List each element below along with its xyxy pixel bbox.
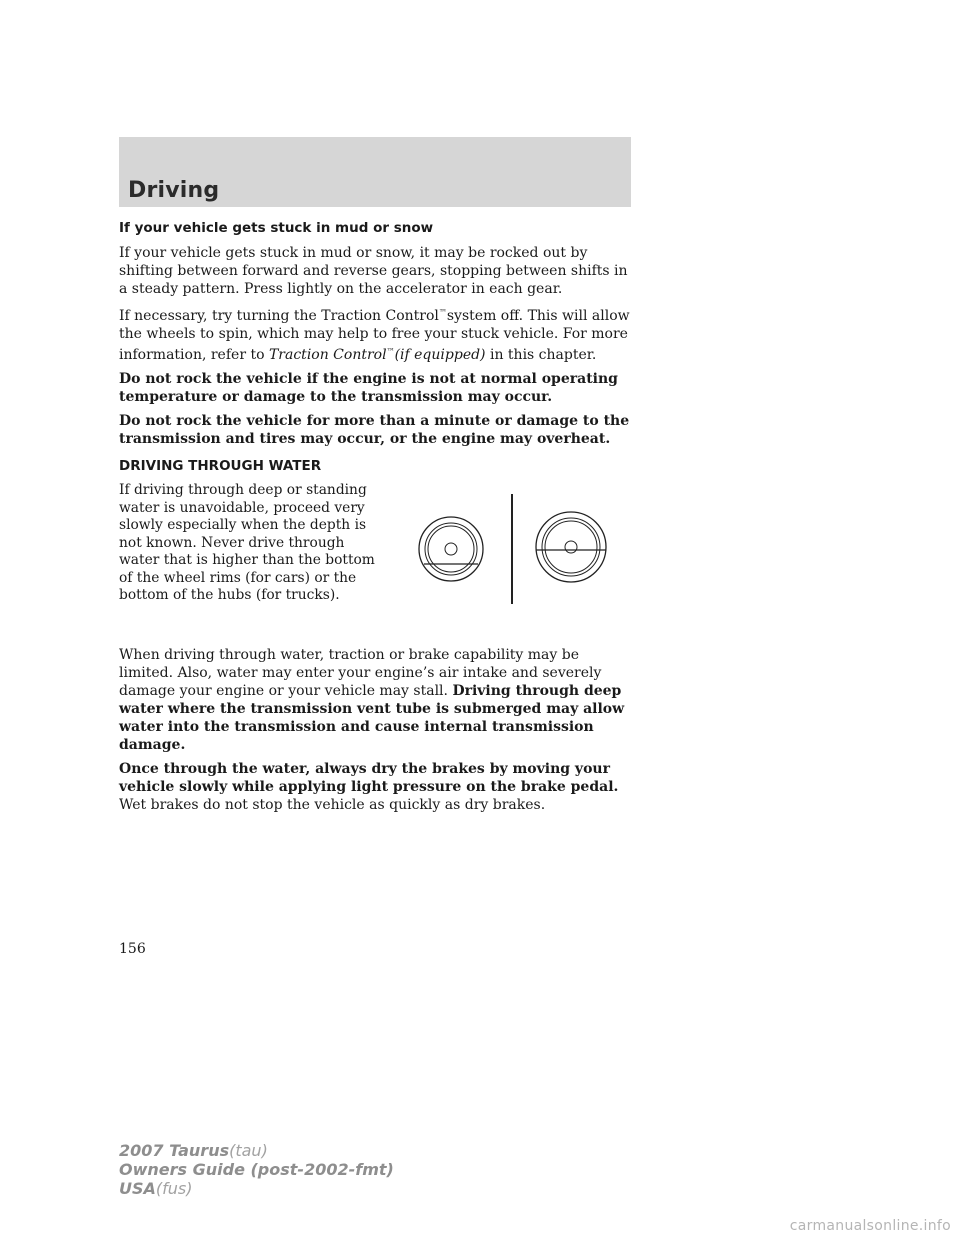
traction-control-reference: Traction Control xyxy=(268,347,387,363)
wet-brakes-note: Wet brakes do not stop the vehicle as quickly as dry brakes. xyxy=(119,797,546,813)
p2-text-a: If necessary, try turning the Traction Control xyxy=(119,308,439,324)
p2-text-b: system off. This will allow the wheels to spin, which may help to free your stuck vehicle. For more information, refer to xyxy=(119,308,630,363)
page-content xyxy=(119,219,635,814)
footer-model-code: (tau) xyxy=(229,1141,268,1160)
stuck-section-heading: If your vehicle gets stuck in mud or snow xyxy=(119,220,434,236)
trademark-mark: ™ xyxy=(438,308,447,317)
p2-text-c: in this chapter. xyxy=(485,347,597,363)
stuck-paragraph-2 xyxy=(119,304,635,364)
chapter-title: Driving xyxy=(128,178,220,203)
trademark-mark-ref: ™ xyxy=(386,347,395,356)
water-depth-illustration xyxy=(411,494,613,606)
stuck-paragraph-1: If your vehicle gets stuck in mud or snow, it may be rocked out by shifting between forward and reverse gears, stopping between shifts in a steady pattern. Press lightly on the accelerator in each gear. xyxy=(119,245,628,297)
footer-line-1 xyxy=(119,1141,394,1160)
if-equipped-reference: (if equipped) xyxy=(394,347,486,363)
footer-line-3 xyxy=(119,1179,394,1198)
footer-market-code: (fus) xyxy=(155,1179,193,1198)
car-wheel-icon xyxy=(419,517,483,581)
page-number: 156 xyxy=(119,941,146,957)
p-water-text: When driving through water, traction or brake capability may be limited. Also, water may enter your engine’s air intake and severely damage your engine or your vehicle may stall. xyxy=(119,647,602,699)
warning-rock-duration: Do not rock the vehicle for more than a minute or damage to the transmission and tires may occur, or the engine may overheat. xyxy=(119,413,630,447)
chapter-header-band xyxy=(119,137,631,207)
footer-line-2: Owners Guide (post-2002-fmt) xyxy=(119,1160,394,1179)
warning-rock-temperature: Do not rock the vehicle if the engine is not at normal operating temperature or damage to the transmission may occur. xyxy=(119,371,618,405)
footer-market: USA xyxy=(119,1179,156,1198)
footer-model: 2007 Taurus xyxy=(119,1141,230,1160)
water-paragraph-1: If driving through deep or standing water is unavoidable, proceed very slowly especially when the depth is not known. Never drive through water that is higher than the bottom of the wheel rims (for cars) or the bottom of the hubs (for trucks). xyxy=(119,482,375,603)
water-intro-block xyxy=(119,482,635,644)
warning-vent-tube: Driving through deep water where the transmission vent tube is submerged may allow water into the transmission and cause internal transmission damage. xyxy=(119,683,625,753)
water-section-heading: DRIVING THROUGH WATER xyxy=(119,458,322,474)
water-paragraph-2 xyxy=(119,646,635,754)
site-watermark: carmanualsonline.info xyxy=(789,1218,951,1234)
water-paragraph-3 xyxy=(119,760,635,814)
water-intro-text-column xyxy=(119,482,389,611)
truck-wheel-icon xyxy=(536,512,606,582)
warning-dry-brakes: Once through the water, always dry the brakes by moving your vehicle slowly while applying light pressure on the brake pedal. xyxy=(119,761,619,795)
document-footer xyxy=(119,1141,394,1198)
